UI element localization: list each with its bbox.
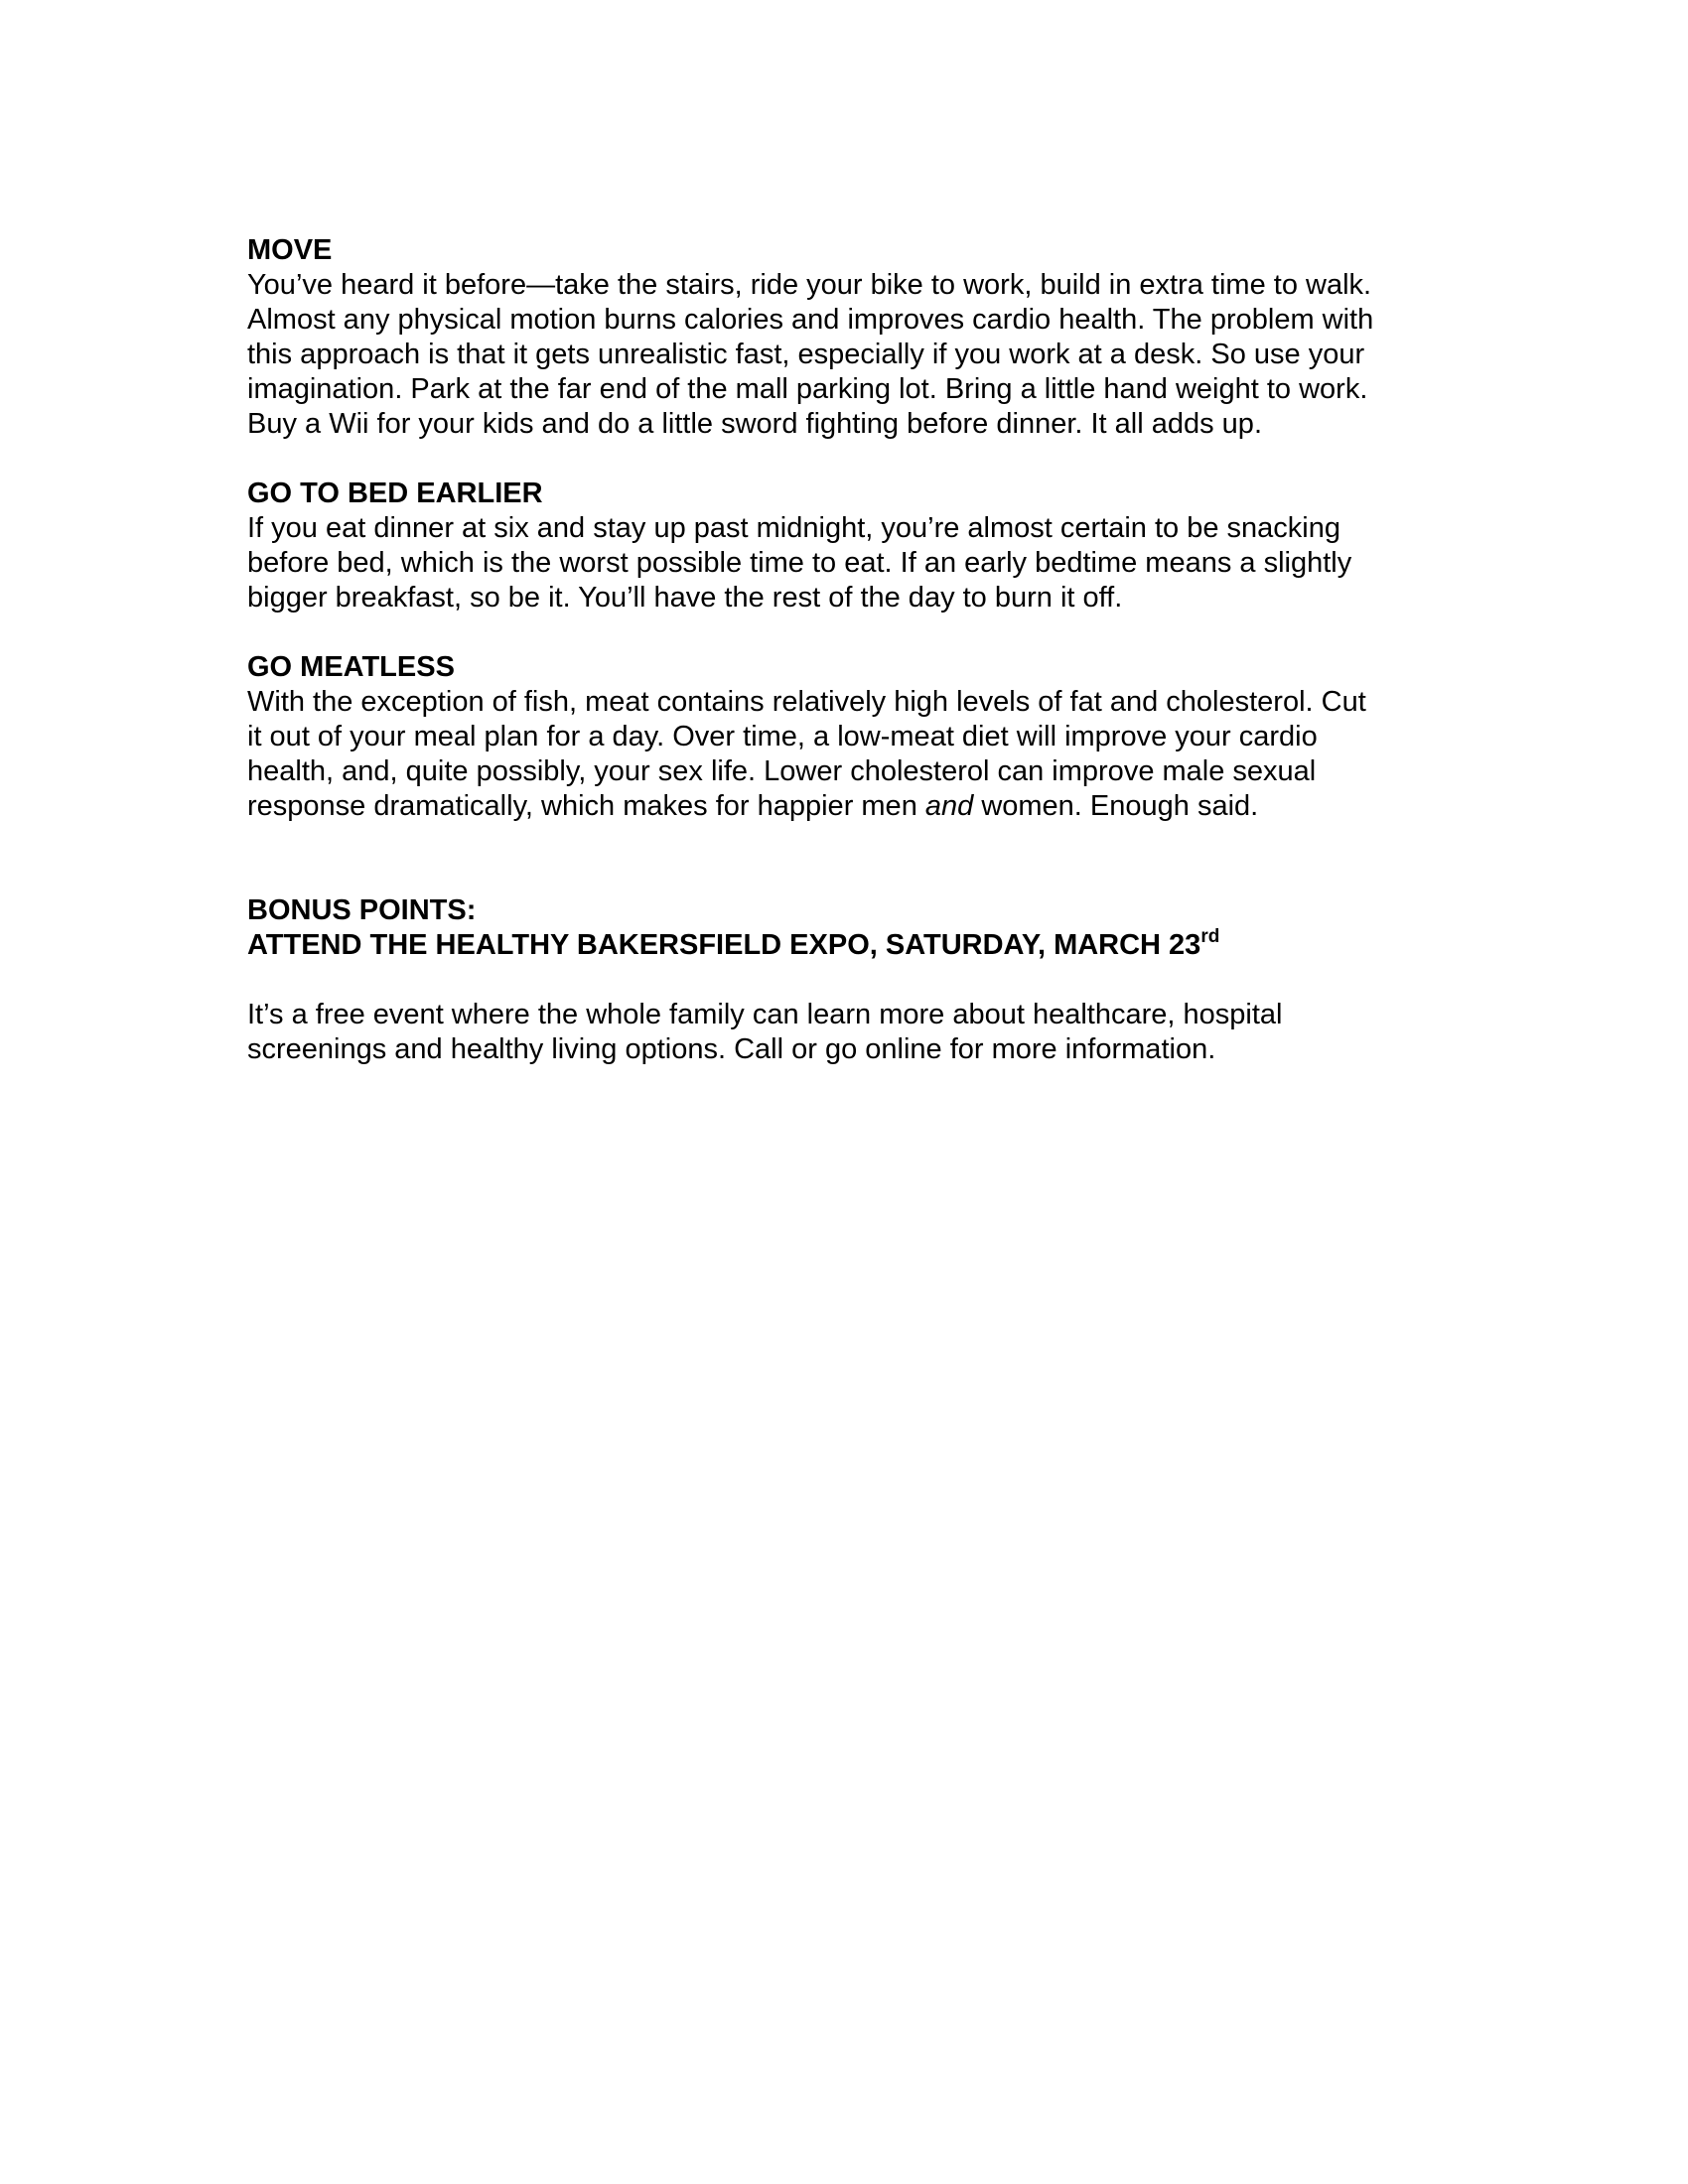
expo-heading-text: ATTEND THE HEALTHY BAKERSFIELD EXPO, SATURDAY, MARCH 23 xyxy=(247,929,1201,961)
body-line: Buy a Wii for your kids and do a little sword fighting before dinner. It all adds up. xyxy=(247,408,1262,440)
body-line: If you eat dinner at six and stay up past midnight, you’re almost certain to be snacking xyxy=(247,512,1340,544)
bonus-heading: BONUS POINTS: xyxy=(247,894,477,926)
body-line: before bed, which is the worst possible time to eat. If an early bedtime means a slightly xyxy=(247,547,1352,579)
body-line-with-emphasis xyxy=(247,789,1469,824)
emphasis-text: and xyxy=(924,790,974,822)
line-text-after: women. Enough said. xyxy=(973,790,1259,822)
line-text-before: response dramatically, which makes for happier men xyxy=(247,790,925,822)
section-move xyxy=(247,233,1469,442)
body-line: It’s a free event where the whole family can learn more about healthcare, hospital xyxy=(247,999,1283,1030)
section-heading: GO TO BED EARLIER xyxy=(247,478,543,509)
ordinal-suffix: rd xyxy=(1200,926,1220,947)
body-line: health, and, quite possibly, your sex life. Lower cholesterol can improve male sexual xyxy=(247,755,1317,787)
body-line: this approach is that it gets unrealistic fast, especially if you work at a desk. So use your xyxy=(247,339,1365,370)
document-page xyxy=(247,233,1469,1102)
expo-heading xyxy=(247,928,1469,963)
section-body xyxy=(247,998,1469,1067)
body-line: Almost any physical motion burns calories and improves cardio health. The problem with xyxy=(247,304,1374,336)
body-line: bigger breakfast, so be it. You’ll have the rest of the day to burn it off. xyxy=(247,582,1123,614)
section-go-meatless xyxy=(247,650,1469,824)
section-body xyxy=(247,685,1469,824)
section-go-to-bed-earlier xyxy=(247,477,1469,615)
section-bonus xyxy=(247,893,1469,1067)
body-line: You’ve heard it before—take the stairs, ride your bike to work, build in extra time to walk. xyxy=(247,269,1372,301)
section-body xyxy=(247,268,1469,442)
body-line: it out of your meal plan for a day. Over time, a low-meat diet will improve your cardio xyxy=(247,721,1318,752)
section-body xyxy=(247,511,1469,615)
body-line: With the exception of fish, meat contains relatively high levels of fat and cholesterol. Cut xyxy=(247,686,1366,718)
body-line: screenings and healthy living options. Call or go online for more information. xyxy=(247,1033,1216,1065)
section-heading: GO MEATLESS xyxy=(247,651,455,683)
section-heading: MOVE xyxy=(247,234,333,266)
body-line: imagination. Park at the far end of the mall parking lot. Bring a little hand weight to work. xyxy=(247,373,1368,405)
